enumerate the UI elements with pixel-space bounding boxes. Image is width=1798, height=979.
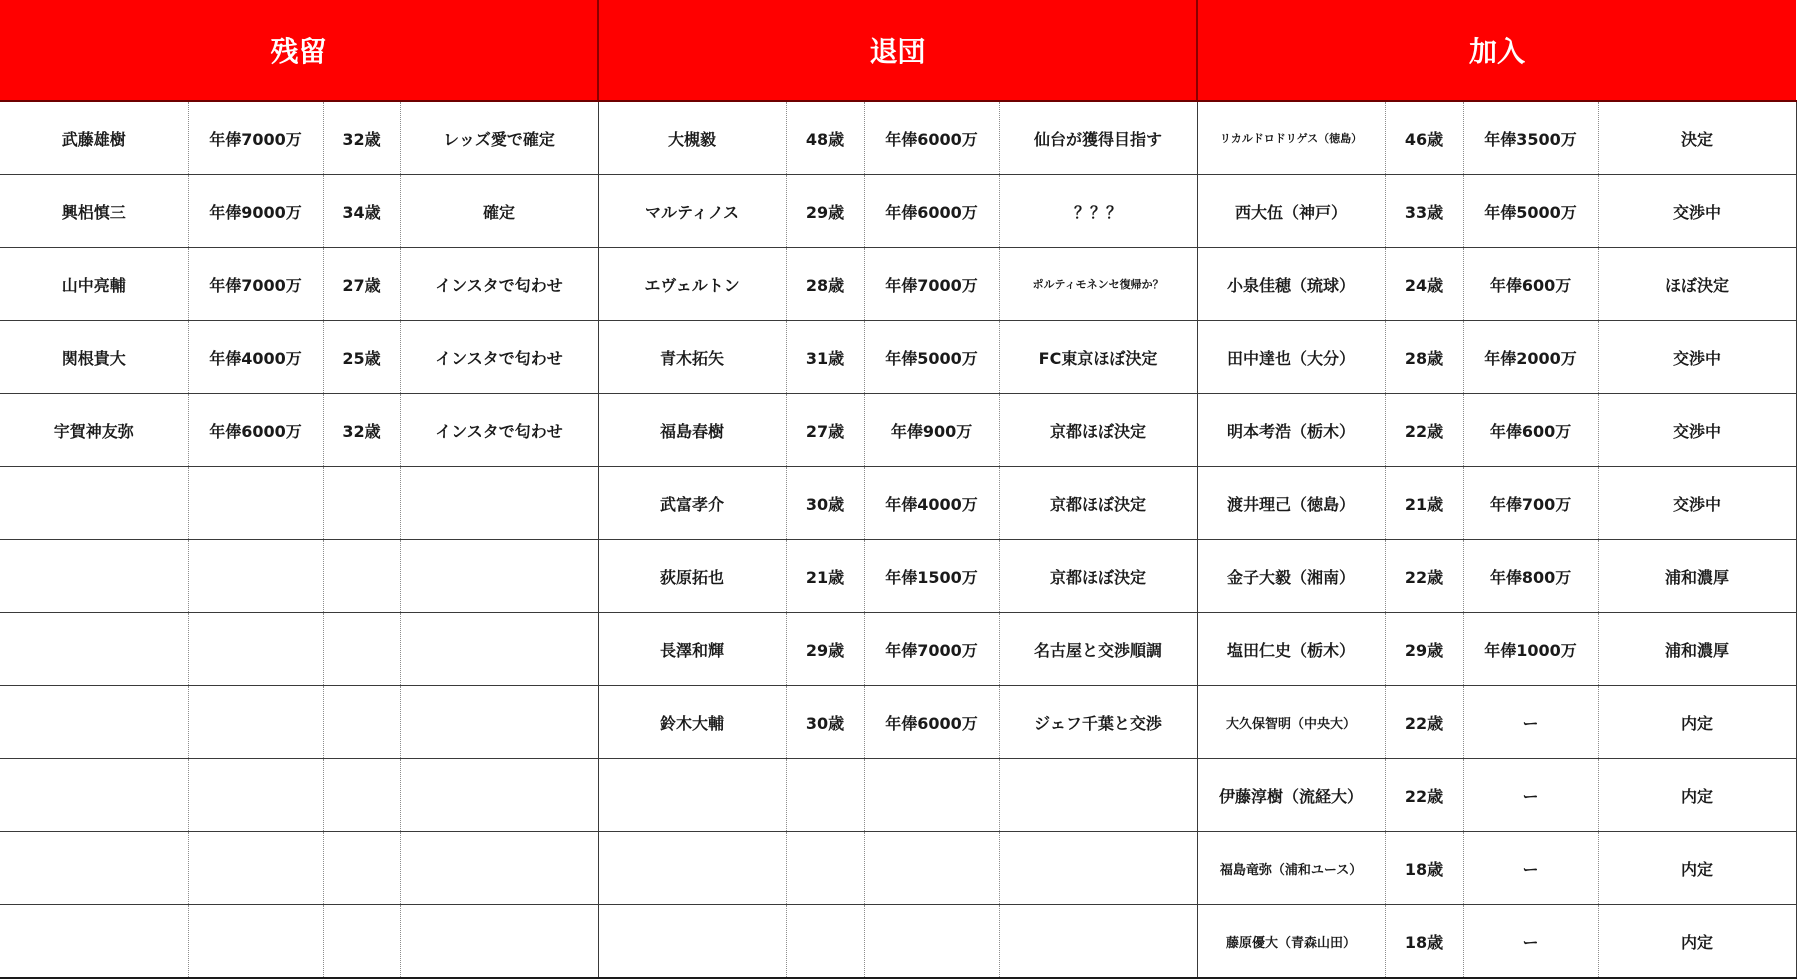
leave-age-cell: 30歳 xyxy=(786,467,864,540)
leave-status-cell: 京都ほぼ決定 xyxy=(999,467,1197,540)
join-status-cell: 交渉中 xyxy=(1598,321,1796,394)
stay-name-cell xyxy=(0,613,188,686)
leave-name-cell: 大槻毅 xyxy=(598,101,786,175)
stay-name-cell xyxy=(0,467,188,540)
join-status-cell: 浦和濃厚 xyxy=(1598,540,1796,613)
table-row xyxy=(0,540,1796,613)
leave-salary-cell: 年俸900万 xyxy=(864,394,999,467)
stay-age-cell xyxy=(323,613,400,686)
leave-header: 退団 xyxy=(598,0,1197,101)
join-salary-cell: ー xyxy=(1463,905,1598,979)
leave-name-cell: マルティノス xyxy=(598,175,786,248)
leave-name-cell: エヴェルトン xyxy=(598,248,786,321)
join-status-cell: 内定 xyxy=(1598,832,1796,905)
stay-status-cell: インスタで匂わせ xyxy=(400,321,598,394)
join-status-cell: 内定 xyxy=(1598,759,1796,832)
stay-age-cell xyxy=(323,759,400,832)
join-name-cell: 小泉佳穂（琉球） xyxy=(1197,248,1385,321)
stay-name-cell xyxy=(0,759,188,832)
join-status-cell: ほぼ決定 xyxy=(1598,248,1796,321)
leave-age-cell: 29歳 xyxy=(786,175,864,248)
stay-status-cell xyxy=(400,905,598,979)
join-status-cell: 内定 xyxy=(1598,905,1796,979)
stay-name-cell xyxy=(0,905,188,979)
leave-status-cell: 仙台が獲得目指す xyxy=(999,101,1197,175)
join-status-cell: 交渉中 xyxy=(1598,467,1796,540)
join-name-cell: 明本考浩（栃木） xyxy=(1197,394,1385,467)
leave-salary-cell: 年俸5000万 xyxy=(864,321,999,394)
join-salary-cell: 年俸5000万 xyxy=(1463,175,1598,248)
stay-age-cell xyxy=(323,832,400,905)
stay-age-cell: 34歳 xyxy=(323,175,400,248)
leave-name-cell: 青木拓矢 xyxy=(598,321,786,394)
leave-status-cell: FC東京ほぼ決定 xyxy=(999,321,1197,394)
leave-status-cell: ？？？ xyxy=(999,175,1197,248)
leave-age-cell xyxy=(786,905,864,979)
leave-age-cell: 30歳 xyxy=(786,686,864,759)
stay-salary-cell xyxy=(188,613,323,686)
stay-salary-cell: 年俸6000万 xyxy=(188,394,323,467)
leave-salary-cell: 年俸6000万 xyxy=(864,686,999,759)
leave-status-cell xyxy=(999,759,1197,832)
stay-header: 残留 xyxy=(0,0,598,101)
leave-status-cell xyxy=(999,905,1197,979)
join-salary-cell: ー xyxy=(1463,832,1598,905)
stay-name-cell: 関根貴大 xyxy=(0,321,188,394)
join-status-cell: 交渉中 xyxy=(1598,394,1796,467)
table-row xyxy=(0,832,1796,905)
stay-salary-cell xyxy=(188,467,323,540)
leave-salary-cell: 年俸7000万 xyxy=(864,248,999,321)
stay-status-cell xyxy=(400,686,598,759)
table-row xyxy=(0,905,1796,979)
leave-name-cell: 福島春樹 xyxy=(598,394,786,467)
stay-salary-cell xyxy=(188,686,323,759)
leave-status-cell: ジェフ千葉と交渉 xyxy=(999,686,1197,759)
stay-age-cell: 32歳 xyxy=(323,101,400,175)
join-name-cell: 西大伍（神戸） xyxy=(1197,175,1385,248)
stay-salary-cell: 年俸4000万 xyxy=(188,321,323,394)
leave-age-cell: 28歳 xyxy=(786,248,864,321)
leave-status-cell: ポルティモネンセ復帰か？ xyxy=(999,248,1197,321)
join-age-cell: 18歳 xyxy=(1385,905,1463,979)
join-status-cell: 交渉中 xyxy=(1598,175,1796,248)
join-salary-cell: 年俸700万 xyxy=(1463,467,1598,540)
join-age-cell: 28歳 xyxy=(1385,321,1463,394)
stay-salary-cell xyxy=(188,905,323,979)
join-name-cell: 伊藤淳樹（流経大） xyxy=(1197,759,1385,832)
leave-name-cell: 鈴木大輔 xyxy=(598,686,786,759)
stay-status-cell xyxy=(400,613,598,686)
leave-status-cell xyxy=(999,832,1197,905)
table-row xyxy=(0,686,1796,759)
stay-name-cell: 興梠慎三 xyxy=(0,175,188,248)
stay-name-cell xyxy=(0,832,188,905)
leave-salary-cell: 年俸1500万 xyxy=(864,540,999,613)
leave-age-cell: 31歳 xyxy=(786,321,864,394)
table-row xyxy=(0,175,1796,248)
join-salary-cell: 年俸2000万 xyxy=(1463,321,1598,394)
table-row xyxy=(0,759,1796,832)
header-row xyxy=(0,0,1796,101)
stay-salary-cell: 年俸9000万 xyxy=(188,175,323,248)
table-row xyxy=(0,467,1796,540)
leave-name-cell xyxy=(598,832,786,905)
join-salary-cell: 年俸1000万 xyxy=(1463,613,1598,686)
leave-name-cell: 荻原拓也 xyxy=(598,540,786,613)
table-body xyxy=(0,101,1796,978)
join-age-cell: 29歳 xyxy=(1385,613,1463,686)
join-age-cell: 18歳 xyxy=(1385,832,1463,905)
stay-status-cell xyxy=(400,540,598,613)
stay-salary-cell: 年俸7000万 xyxy=(188,248,323,321)
stay-age-cell: 27歳 xyxy=(323,248,400,321)
stay-salary-cell: 年俸7000万 xyxy=(188,101,323,175)
join-salary-cell: ー xyxy=(1463,759,1598,832)
join-name-cell: リカルドロドリゲス（徳島） xyxy=(1197,101,1385,175)
leave-name-cell: 長澤和輝 xyxy=(598,613,786,686)
leave-salary-cell xyxy=(864,905,999,979)
join-salary-cell: 年俸600万 xyxy=(1463,394,1598,467)
stay-status-cell xyxy=(400,759,598,832)
stay-status-cell: レッズ愛で確定 xyxy=(400,101,598,175)
stay-age-cell xyxy=(323,540,400,613)
stay-salary-cell xyxy=(188,832,323,905)
join-header: 加入 xyxy=(1197,0,1796,101)
leave-age-cell: 21歳 xyxy=(786,540,864,613)
table-row xyxy=(0,101,1796,175)
leave-salary-cell: 年俸6000万 xyxy=(864,175,999,248)
leave-salary-cell: 年俸4000万 xyxy=(864,467,999,540)
table-row xyxy=(0,248,1796,321)
join-name-cell: 渡井理己（徳島） xyxy=(1197,467,1385,540)
leave-age-cell xyxy=(786,832,864,905)
stay-name-cell: 武藤雄樹 xyxy=(0,101,188,175)
leave-name-cell xyxy=(598,759,786,832)
join-salary-cell: 年俸3500万 xyxy=(1463,101,1598,175)
join-age-cell: 24歳 xyxy=(1385,248,1463,321)
leave-salary-cell xyxy=(864,832,999,905)
join-name-cell: 金子大毅（湘南） xyxy=(1197,540,1385,613)
stay-name-cell: 山中亮輔 xyxy=(0,248,188,321)
leave-age-cell: 27歳 xyxy=(786,394,864,467)
table-row xyxy=(0,321,1796,394)
stay-age-cell xyxy=(323,686,400,759)
join-age-cell: 33歳 xyxy=(1385,175,1463,248)
leave-status-cell: 京都ほぼ決定 xyxy=(999,394,1197,467)
leave-salary-cell: 年俸7000万 xyxy=(864,613,999,686)
leave-status-cell: 名古屋と交渉順調 xyxy=(999,613,1197,686)
join-age-cell: 22歳 xyxy=(1385,540,1463,613)
stay-name-cell: 宇賀神友弥 xyxy=(0,394,188,467)
leave-age-cell: 48歳 xyxy=(786,101,864,175)
join-status-cell: 内定 xyxy=(1598,686,1796,759)
leave-salary-cell: 年俸6000万 xyxy=(864,101,999,175)
table-row xyxy=(0,394,1796,467)
table-row xyxy=(0,613,1796,686)
join-name-cell: 藤原優大（青森山田） xyxy=(1197,905,1385,979)
stay-status-cell: 確定 xyxy=(400,175,598,248)
leave-age-cell xyxy=(786,759,864,832)
stay-age-cell xyxy=(323,905,400,979)
leave-name-cell xyxy=(598,905,786,979)
stay-age-cell: 25歳 xyxy=(323,321,400,394)
join-name-cell: 大久保智明（中央大） xyxy=(1197,686,1385,759)
stay-salary-cell xyxy=(188,759,323,832)
join-name-cell: 塩田仁史（栃木） xyxy=(1197,613,1385,686)
join-name-cell: 田中達也（大分） xyxy=(1197,321,1385,394)
join-status-cell: 決定 xyxy=(1598,101,1796,175)
join-age-cell: 22歳 xyxy=(1385,686,1463,759)
stay-name-cell xyxy=(0,686,188,759)
stay-status-cell: インスタで匂わせ xyxy=(400,394,598,467)
join-age-cell: 21歳 xyxy=(1385,467,1463,540)
stay-status-cell xyxy=(400,467,598,540)
stay-status-cell: インスタで匂わせ xyxy=(400,248,598,321)
stay-status-cell xyxy=(400,832,598,905)
leave-age-cell: 29歳 xyxy=(786,613,864,686)
join-age-cell: 46歳 xyxy=(1385,101,1463,175)
stay-salary-cell xyxy=(188,540,323,613)
join-age-cell: 22歳 xyxy=(1385,394,1463,467)
leave-status-cell: 京都ほぼ決定 xyxy=(999,540,1197,613)
stay-age-cell xyxy=(323,467,400,540)
leave-salary-cell xyxy=(864,759,999,832)
join-salary-cell: 年俸800万 xyxy=(1463,540,1598,613)
stay-age-cell: 32歳 xyxy=(323,394,400,467)
join-salary-cell: 年俸600万 xyxy=(1463,248,1598,321)
join-salary-cell: ー xyxy=(1463,686,1598,759)
join-name-cell: 福島竜弥（浦和ユース） xyxy=(1197,832,1385,905)
join-status-cell: 浦和濃厚 xyxy=(1598,613,1796,686)
stay-name-cell xyxy=(0,540,188,613)
join-age-cell: 22歳 xyxy=(1385,759,1463,832)
leave-name-cell: 武富孝介 xyxy=(598,467,786,540)
